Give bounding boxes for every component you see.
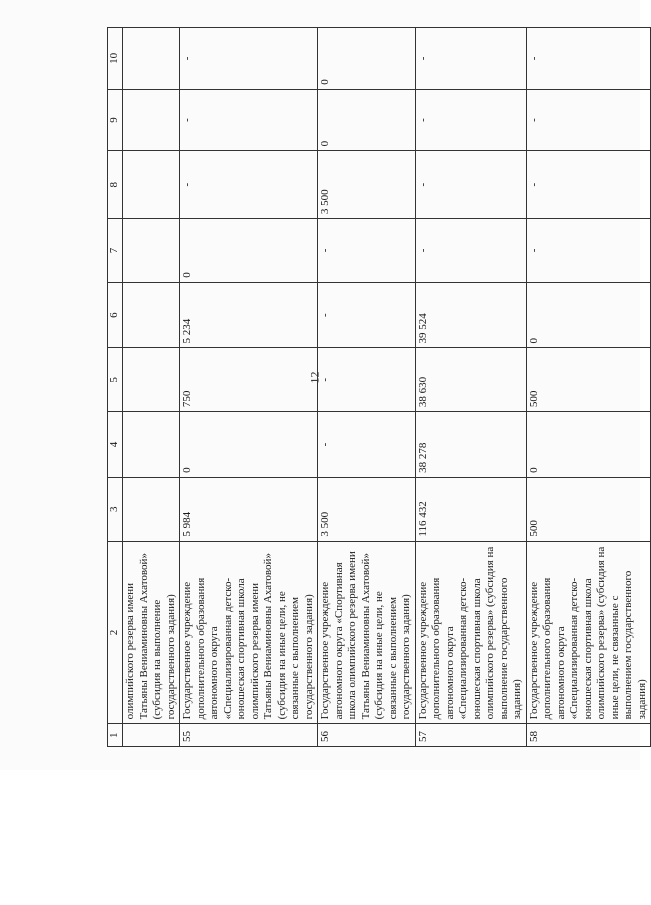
column-header-1: 1: [108, 724, 123, 747]
value-cell: [123, 28, 180, 90]
value-cell: 38 278: [415, 412, 526, 478]
institution-name: олимпийского резерва имени Татьяны Вениаминовны Ахатовой» (субсидия на выполнение государственного задания): [123, 541, 180, 724]
row-number: 56: [318, 724, 416, 747]
value-cell: [123, 348, 180, 412]
value-cell: [123, 151, 180, 219]
value-cell: 116 432: [415, 477, 526, 541]
value-cell: 39 524: [415, 282, 526, 348]
value-cell: -: [318, 412, 416, 478]
table-row: [123, 28, 180, 747]
institution-name: Государственное учреждение дополнительного образования автономного округа «Специализированная детско-юношеская спортивная школа олимпийского резерва» (субсидия на иные цели, не связанные с выполнением государственного задания): [526, 541, 651, 724]
value-cell: 0: [526, 282, 651, 348]
value-cell: 0: [318, 89, 416, 151]
column-header-8: 8: [108, 151, 123, 219]
column-header-5: 5: [108, 348, 123, 412]
value-cell: -: [318, 282, 416, 348]
value-cell: 38 630: [415, 348, 526, 412]
value-cell: 3 500: [318, 151, 416, 219]
column-header-7: 7: [108, 219, 123, 283]
column-header-10: 10: [108, 28, 123, 90]
table-row: [318, 28, 416, 747]
row-number: 55: [180, 724, 318, 747]
value-cell: -: [415, 151, 526, 219]
institution-name: Государственное учреждение автономного округа «Спортивная школа олимпийского резерва имени Татьяны Вениаминовны Ахатовой» (субсидия на иные цели, не связанные с выполнением государственного задания): [318, 541, 416, 724]
column-header-3: 3: [108, 477, 123, 541]
value-cell: -: [318, 219, 416, 283]
page-number: 12: [307, 371, 322, 384]
value-cell: [123, 89, 180, 151]
value-cell: 3 500: [318, 477, 416, 541]
row-number: 58: [526, 724, 651, 747]
value-cell: 750: [180, 348, 318, 412]
value-cell: 5 984: [180, 477, 318, 541]
table-row: [415, 28, 526, 747]
value-cell: 500: [526, 348, 651, 412]
value-cell: 0: [318, 28, 416, 90]
table-row: [180, 28, 318, 747]
value-cell: -: [180, 151, 318, 219]
value-cell: -: [180, 28, 318, 90]
value-cell: [123, 477, 180, 541]
rotated-table-sheet: [107, 27, 648, 747]
table-body: [123, 28, 651, 747]
value-cell: -: [318, 348, 416, 412]
value-cell: -: [526, 28, 651, 90]
value-cell: -: [526, 151, 651, 219]
value-cell: 500: [526, 477, 651, 541]
header-row: [108, 28, 123, 747]
value-cell: -: [526, 219, 651, 283]
value-cell: -: [526, 89, 651, 151]
value-cell: [123, 219, 180, 283]
table-row: [526, 28, 651, 747]
institution-name: Государственное учреждение дополнительного образования автономного округа «Специализированная детско-юношеская спортивная школа олимпийского резерва» (субсидия на выполнение государственного задания): [415, 541, 526, 724]
value-cell: [123, 412, 180, 478]
value-cell: [123, 282, 180, 348]
institution-name: Государственное учреждение дополнительного образования автономного округа «Специализированная детско-юношеская спортивная школа олимпийского резерва имени Татьяны Вениаминовны Ахатовой» (субсидия на иные цели, не связанные с выполнением государственного задания): [180, 541, 318, 724]
value-cell: 0: [180, 412, 318, 478]
value-cell: -: [415, 28, 526, 90]
column-header-4: 4: [108, 412, 123, 478]
column-header-6: 6: [108, 282, 123, 348]
value-cell: 5 234: [180, 282, 318, 348]
row-number: 57: [415, 724, 526, 747]
value-cell: 0: [526, 412, 651, 478]
column-header-9: 9: [108, 89, 123, 151]
value-cell: -: [180, 89, 318, 151]
budget-table: [107, 27, 651, 747]
value-cell: -: [415, 89, 526, 151]
page-margin: [0, 770, 640, 905]
value-cell: 0: [180, 219, 318, 283]
column-header-2: 2: [108, 541, 123, 724]
row-number: [123, 724, 180, 747]
value-cell: -: [415, 219, 526, 283]
